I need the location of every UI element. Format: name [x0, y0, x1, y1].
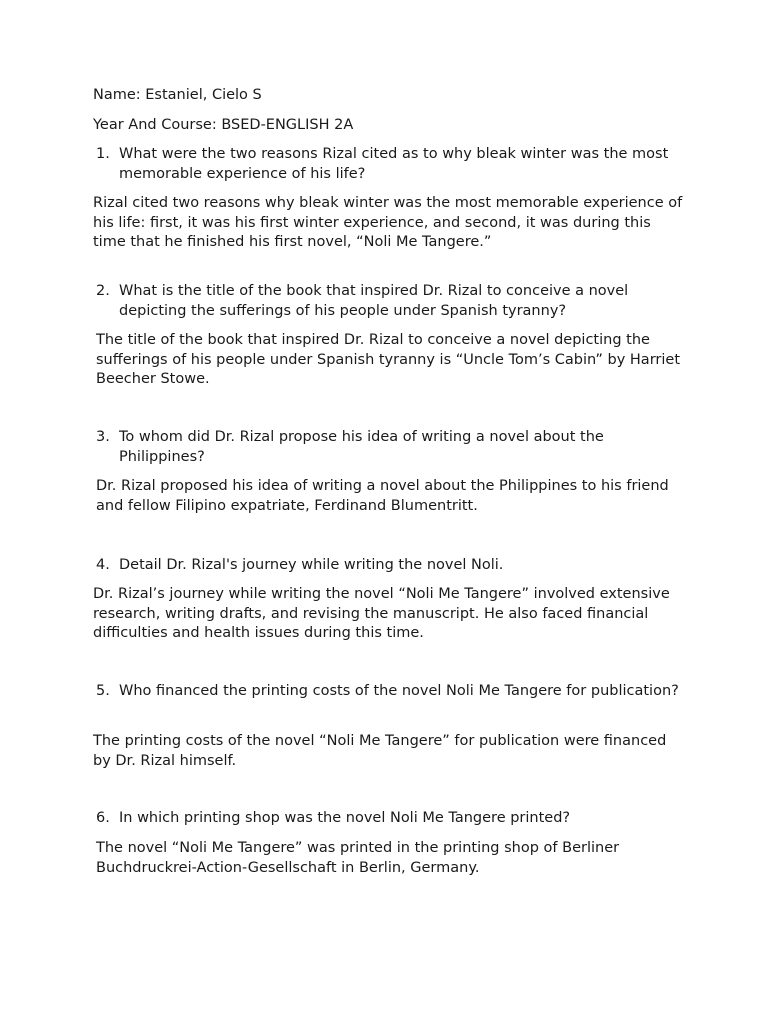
question-number: 2. — [96, 283, 110, 299]
question-number: 3. — [96, 429, 110, 445]
year-and-course: Year And Course: BSED-ENGLISH 2A — [93, 117, 354, 133]
question-text: To whom did Dr. Rizal propose his idea of writing a novel about the Philippines? — [119, 429, 604, 465]
student-name: Name: Estaniel, Cielo S — [93, 87, 262, 103]
question-text: What is the title of the book that inspired Dr. Rizal to conceive a novel depicting the sufferings of his people under Spanish tyranny? — [119, 283, 629, 319]
question-number: 6. — [96, 810, 110, 826]
question-number: 4. — [96, 557, 110, 573]
question-text: Detail Dr. Rizal's journey while writing the novel Noli. — [119, 557, 504, 573]
question-text: Who financed the printing costs of the novel Noli Me Tangere for publication? — [119, 683, 679, 699]
answer-text: The printing costs of the novel “Noli Me Tangere” for publication were financed by Dr. Rizal himself. — [93, 733, 667, 769]
answer-text: The title of the book that inspired Dr. Rizal to conceive a novel depicting the sufferings of his people under Spanish tyranny is “Uncle Tom’s Cabin” by Harriet Beecher Stowe. — [96, 332, 681, 387]
question-item — [96, 145, 676, 184]
answer-text: Dr. Rizal’s journey while writing the novel “Noli Me Tangere” involved extensive research, writing drafts, and revising the manuscript. He also faced financial difficulties and health issues during this time. — [93, 586, 670, 641]
question-item — [96, 428, 676, 467]
answer-text: The novel “Noli Me Tangere” was printed in the printing shop of Berliner Buchdruckrei-Action-Gesellschaft in Berlin, Germany. — [96, 840, 620, 876]
question-text: What were the two reasons Rizal cited as to why bleak winter was the most memorable experience of his life? — [119, 146, 669, 182]
question-item — [96, 809, 676, 829]
answer-text: Rizal cited two reasons why bleak winter was the most memorable experience of his life: first, it was his first winter experience, and second, it was during this time that he finished his first novel, “Noli Me Tangere.” — [93, 195, 683, 250]
question-text: In which printing shop was the novel Noli Me Tangere printed? — [119, 810, 571, 826]
question-item — [96, 682, 679, 702]
question-number: 5. — [96, 683, 110, 699]
question-item — [96, 282, 676, 321]
question-item — [96, 556, 676, 576]
question-number: 1. — [96, 146, 110, 162]
answer-text: Dr. Rizal proposed his idea of writing a novel about the Philippines to his friend and fellow Filipino expatriate, Ferdinand Blumentritt. — [96, 478, 669, 514]
